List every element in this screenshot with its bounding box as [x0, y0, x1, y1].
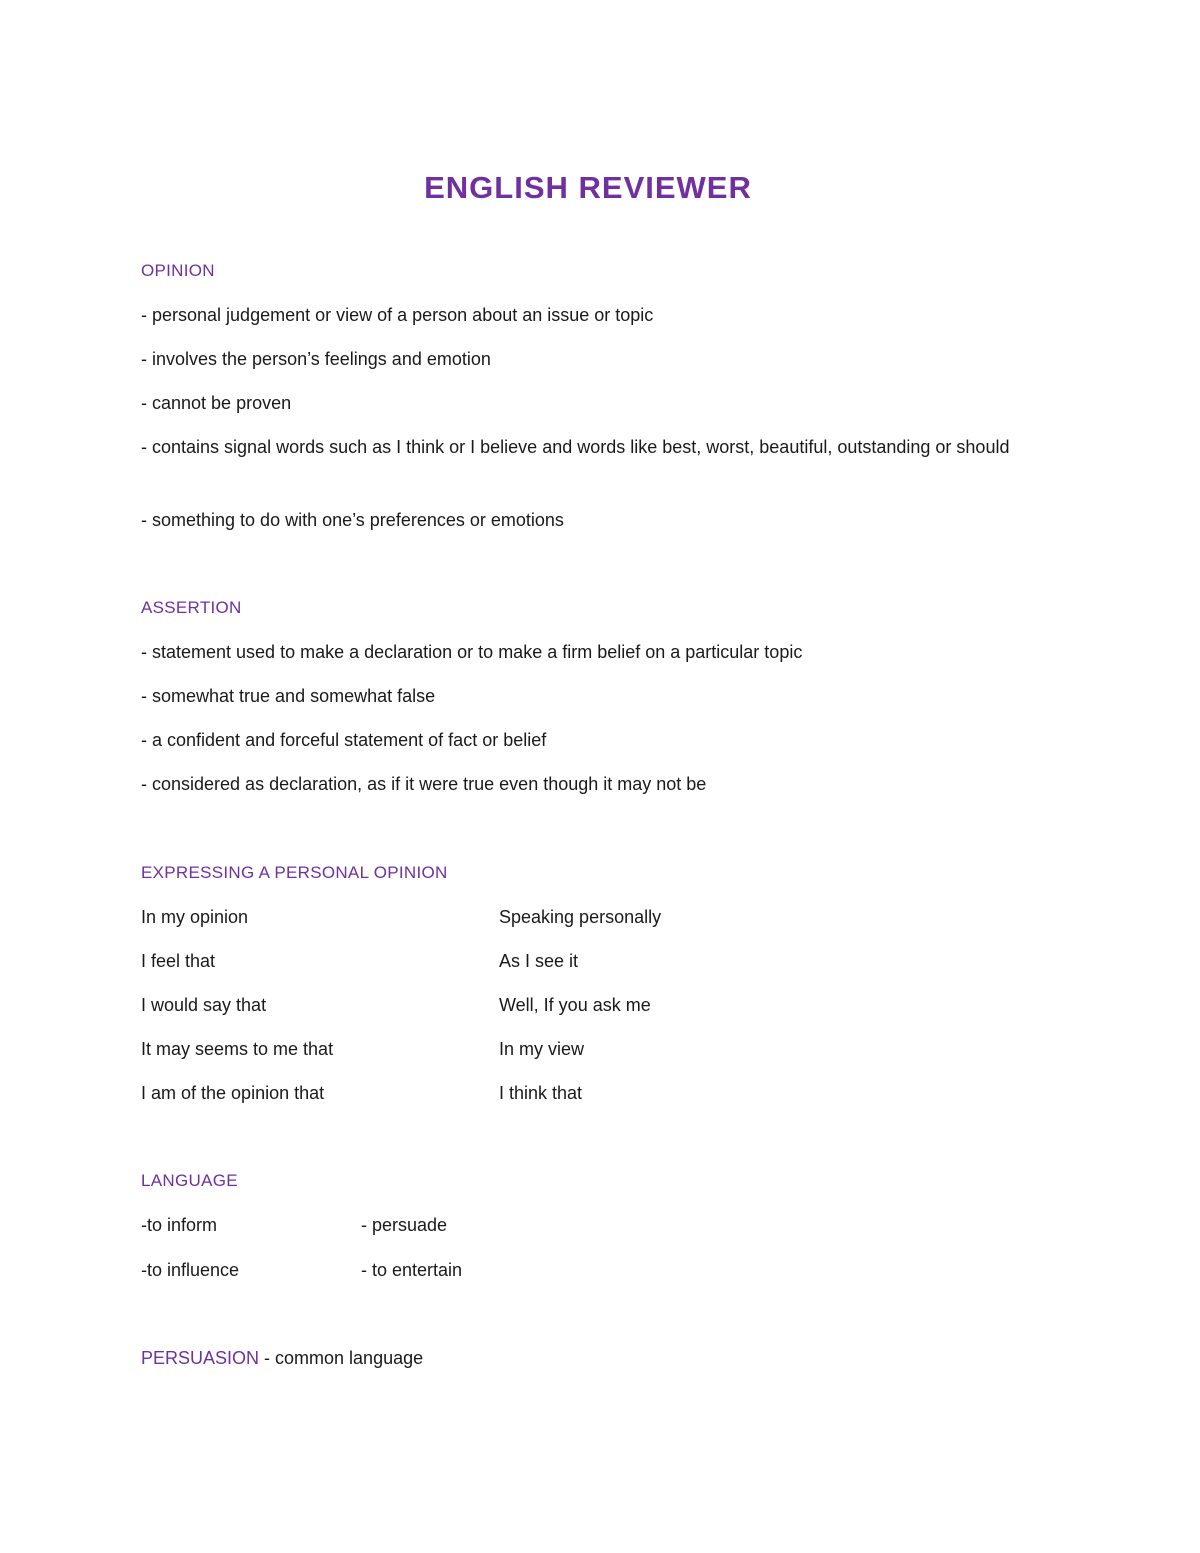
language-heading: LANGUAGE: [141, 1171, 238, 1190]
language-purpose: -to inform: [141, 1215, 218, 1235]
assertion-point: - considered as declaration, as if it were true even though it may not be: [141, 774, 707, 794]
language-purpose: -to influence: [141, 1260, 240, 1280]
phrase-left: I would say that: [141, 995, 267, 1015]
phrase-left: I feel that: [141, 951, 216, 971]
opinion-point: - personal judgement or view of a person about an issue or topic: [141, 305, 654, 325]
phrase-left: I am of the opinion that: [141, 1083, 325, 1103]
document-title: ENGLISH REVIEWER: [424, 170, 752, 205]
persuasion-text: - common language: [259, 1348, 424, 1368]
opinion-point: - contains signal words such as I think or I believe and words like best, worst, beautiful, outstanding or should: [141, 437, 1010, 457]
phrase-left: It may seems to me that: [141, 1039, 334, 1059]
language-purpose: - to entertain: [361, 1260, 463, 1280]
persuasion-line: [141, 1344, 423, 1372]
phrase-right: Speaking personally: [499, 907, 662, 927]
phrase-right: In my view: [499, 1039, 585, 1059]
assertion-point: - somewhat true and somewhat false: [141, 686, 436, 706]
expressing-heading: EXPRESSING A PERSONAL OPINION: [141, 863, 448, 882]
phrase-right: As I see it: [499, 951, 579, 971]
phrase-left: In my opinion: [141, 907, 249, 927]
assertion-heading: ASSERTION: [141, 598, 242, 617]
phrase-right: Well, If you ask me: [499, 995, 651, 1015]
assertion-point: - a confident and forceful statement of fact or belief: [141, 730, 547, 750]
opinion-point: - cannot be proven: [141, 393, 292, 413]
language-purpose: - persuade: [361, 1215, 448, 1235]
persuasion-heading: PERSUASION: [141, 1348, 260, 1368]
phrase-right: I think that: [499, 1083, 583, 1103]
opinion-heading: OPINION: [141, 261, 215, 280]
assertion-point: - statement used to make a declaration or to make a firm belief on a particular topic: [141, 642, 803, 662]
opinion-point: - something to do with one’s preferences or emotions: [141, 510, 564, 530]
opinion-point: - involves the person’s feelings and emotion: [141, 349, 491, 369]
